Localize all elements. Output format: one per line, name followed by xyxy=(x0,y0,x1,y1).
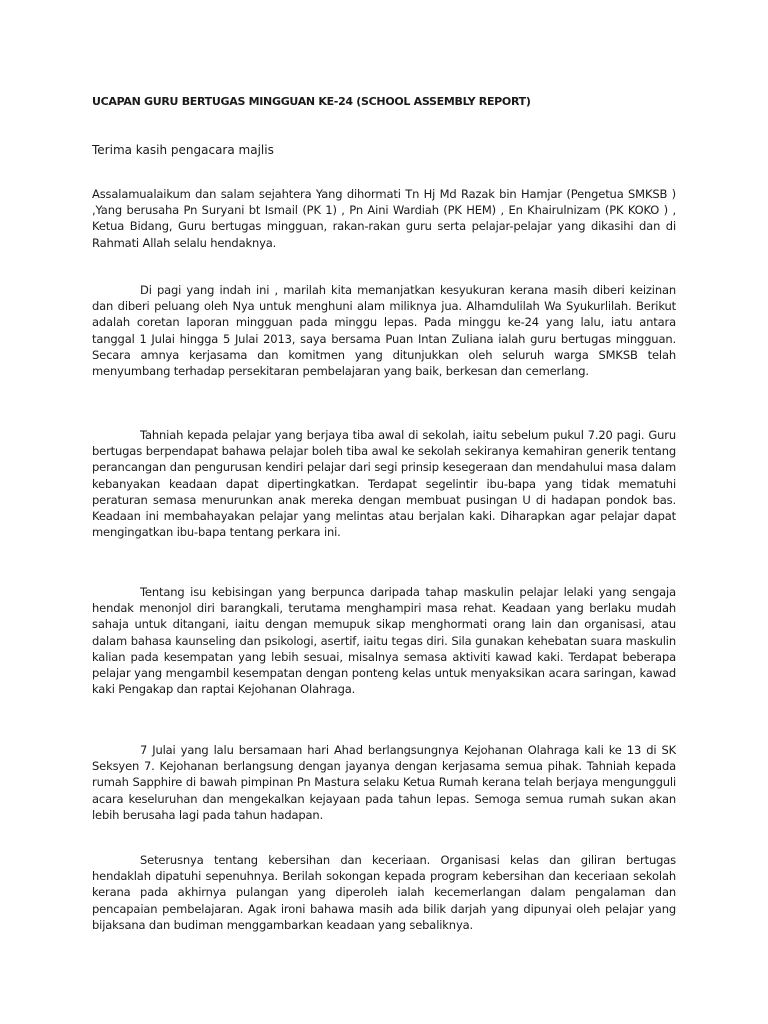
paragraph-salutation: Assalamualaikum dan salam sejahtera Yang dihormati Tn Hj Md Razak bin Hamjar (Pengetua SMKSB ) ,Yang berusaha Pn Suryani bt Ismail (PK 1) , Pn Aini Wardiah (PK HEM) , En Khairulnizam (PK KOKO ) , Ketua Bidang, Guru bertugas mingguan, rakan-rakan guru serta pelajar-pelajar yang dikasihi dan di Rahmati Allah selalu hendaknya. xyxy=(92,187,676,250)
document-page xyxy=(92,0,676,1024)
paragraph-punctuality: Tahniah kepada pelajar yang berjaya tiba awal di sekolah, iaitu sebelum pukul 7.20 pagi. Guru bertugas berpendapat bahawa pelajar boleh tiba awal ke sekolah sekiranya kemahiran generik tentang perancangan dan pengurusan kendiri pelajar dari segi prinsip kesegeraan dan mendahului masa dalam kebanyakan keadaan dapat dipertingkatkan. Terdapat segelintir ibu-bapa yang tidak mematuhi peraturan semasa menurunkan anak mereka dengan membuat pusingan U di hadapan pondok bas. Keadaan ini membahayakan pelajar yang melintas atau berjalan kaki. Diharapkan agar pelajar dapat mengingatkan ibu-bapa tentang perkara ini. xyxy=(92,428,676,540)
greeting-line: Terima kasih pengacara majlis xyxy=(92,143,274,157)
paragraph-sports-meet: 7 Julai yang lalu bersamaan hari Ahad berlangsungnya Kejohanan Olahraga kali ke 13 di SK Seksyen 7. Kejohanan berlangsung dengan jayanya dengan kerjasama semua pihak. Tahniah kepada rumah Sapphire di bawah pimpinan Pn Mastura selaku Ketua Rumah kerana telah berjaya mengungguli acara keseluruhan dan mengekalkan kejayaan pada tahun lepas. Semoga semua rumah sukan akan lebih berusaha lagi pada tahun hadapan. xyxy=(92,743,676,822)
paragraph-opening: Di pagi yang indah ini , marilah kita memanjatkan kesyukuran kerana masih diberi keizinan dan diberi peluang oleh Nya untuk menghuni alam miliknya jua. Alhamdulilah Wa Syukurlilah. Berikut adalah coretan laporan mingguan pada minggu lepas. Pada minggu ke-24 yang lalu, iatu antara tanggal 1 Julai hingga 5 Julai 2013, saya bersama Puan Intan Zuliana ialah guru bertugas mingguan. Secara amnya kerjasama dan komitmen yang ditunjukkan oleh seluruh warga SMKSB telah menyumbang terhadap persekitaran pembelajaran yang baik, berkesan dan cemerlang. xyxy=(92,283,676,379)
paragraph-noise: Tentang isu kebisingan yang berpunca daripada tahap maskulin pelajar lelaki yang sengaja hendak menonjol diri barangkali, terutama menghampiri masa rehat. Keadaan yang berlaku mudah sahaja untuk ditangani, iaitu dengan memupuk sikap menghormati orang lain dan organisasi, atau dalam bahasa kaunseling dan psikologi, asertif, iaitu tegas diri. Sila gunakan kehebatan suara maskulin kalian pada kesempatan yang lebih sesuai, misalnya semasa aktiviti kawad kaki. Terdapat beberapa pelajar yang mengambil kesempatan dengan ponteng kelas untuk menyaksikan acara saringan, kawad kaki Pengakap dan raptai Kejohanan Olahraga. xyxy=(92,585,676,697)
paragraph-cleanliness: Seterusnya tentang kebersihan dan keceriaan. Organisasi kelas dan giliran bertugas hendaklah dipatuhi sepenuhnya. Berilah sokongan kepada program kebersihan dan keceriaan sekolah kerana pada akhirnya pulangan yang diperoleh ialah kecemerlangan dalam pengalaman dan pencapaian pembelajaran. Agak ironi bahawa masih ada bilik darjah yang dipunyai oleh pelajar yang bijaksana dan budiman menggambarkan keadaan yang sebaliknya. xyxy=(92,853,676,932)
report-title: UCAPAN GURU BERTUGAS MINGGUAN KE-24 (SCHOOL ASSEMBLY REPORT) xyxy=(92,95,531,108)
